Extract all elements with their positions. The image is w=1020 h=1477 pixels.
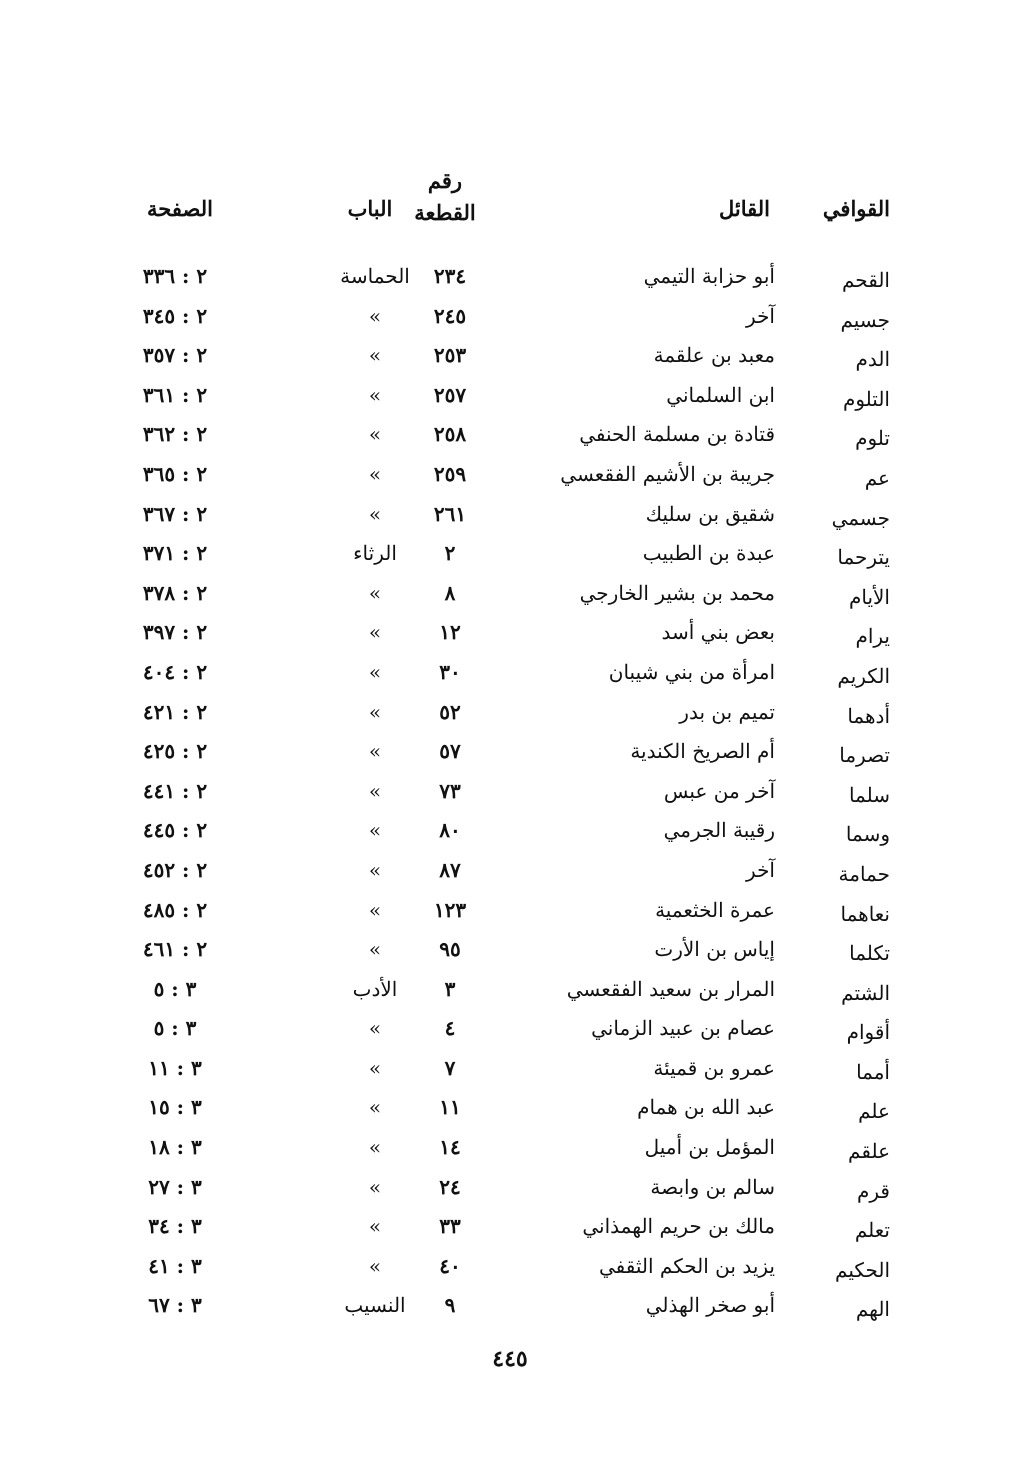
piece-number-cell: ٧٣ [439,778,461,803]
page-ref-cell: ٢ : ٣٣٦ [142,264,208,288]
rhyme-cell: الشتم [841,980,890,1005]
chapter-cell: الرثاء [353,541,397,566]
page-ref-cell: ٢ : ٣٦٧ [142,501,208,526]
rhyme-cell: الأيام [848,584,890,609]
page-ref-cell: ٣ : ١١ [148,1055,202,1080]
chapter-cell: » [368,501,382,526]
chapter-cell: » [368,1253,382,1278]
rhyme-cell: القحم [842,268,890,292]
poet-cell: قتادة بن مسلمة الحنفي [579,422,775,447]
page-ref-cell: ٢ : ٤٠٤ [142,659,208,684]
page-ref-cell: ٣ : ١٥ [148,1095,202,1120]
page-ref-cell: ٢ : ٤٦١ [142,937,208,962]
rhyme-cell: تصرما [839,743,890,768]
table-row [0,339,1020,379]
page-ref-cell: ٢ : ٣٩٧ [142,620,208,645]
rhyme-cell: أمما [856,1059,890,1084]
poet-cell: سالم بن وابصة [650,1174,775,1199]
piece-number-cell: ٢٥٩ [433,461,467,486]
piece-number-cell: ٤ [444,1016,456,1041]
chapter-cell: » [368,1095,382,1120]
piece-number-cell: ٢٥٣ [433,343,467,368]
table-row [0,1250,1020,1290]
piece-number-cell: ٧ [444,1055,456,1080]
header-raqm: رقم [427,168,463,193]
poet-cell: آخر من عبس [663,778,775,803]
poet-cell: عبد الله بن همام [637,1095,775,1120]
chapter-cell: » [368,818,382,843]
page-ref-cell: ٢ : ٣٧١ [142,541,208,566]
chapter-cell: » [368,739,382,764]
table-row [0,1210,1020,1250]
table-row [0,458,1020,498]
page-ref-cell: ٢ : ٤٤١ [142,778,208,803]
table-row [0,537,1020,577]
piece-number-cell: ٢٥٨ [433,422,467,447]
page-ref-cell: ٢ : ٣٦٥ [142,461,208,486]
poet-cell: أبو صخر الهذلي [645,1293,775,1318]
poet-cell: عصام بن عبيد الزماني [591,1016,775,1041]
page-ref-cell: ٢ : ٣٤٥ [142,303,208,328]
chapter-cell: » [368,1055,382,1080]
piece-number-cell: ٣٣ [439,1214,461,1239]
page-ref-cell: ٢ : ٤٤٥ [142,818,208,843]
table-row [0,735,1020,775]
table-row [0,696,1020,736]
poet-cell: جريبة بن الأشيم الفقعسي [560,461,775,486]
piece-number-cell: ١٤ [439,1135,461,1160]
piece-number-cell: ٩٥ [439,937,461,962]
rhyme-cell: الهم [855,1297,890,1322]
rhyme-cell: تلوم [855,426,890,451]
piece-number-cell: ٨٠ [439,818,461,843]
rhyme-cell: أدهما [847,703,890,728]
table-row [0,814,1020,854]
poet-cell: تميم بن بدر [679,699,775,724]
table-row [0,1171,1020,1211]
piece-number-cell: ٢٥٧ [433,382,467,407]
chapter-cell: » [368,303,382,328]
poet-cell: أم الصريخ الكندية [630,739,775,764]
poet-cell: مالك بن حريم الهمذاني [582,1214,775,1239]
page-ref-cell: ٣ : ٥ [153,976,197,1001]
page-ref-cell: ٣ : ٦٧ [148,1293,202,1318]
table-row [0,894,1020,934]
chapter-cell: » [368,1016,382,1041]
table-row [0,1012,1020,1052]
rhyme-cell: جسيم [840,307,890,332]
chapter-cell: » [368,897,382,922]
chapter-cell: » [368,461,382,486]
header-qail: القائل [718,196,770,221]
piece-number-cell: ٢٤٥ [433,303,467,328]
rhyme-cell: حمامة [838,861,890,886]
page-ref-cell: ٣ : ٤١ [148,1253,202,1278]
rhyme-cell: الحكيم [835,1257,890,1282]
chapter-cell: النسيب [344,1293,406,1318]
table-row [0,775,1020,815]
table-row [0,616,1020,656]
piece-number-cell: ١٢٣ [433,897,467,922]
table-row [0,933,1020,973]
poet-cell: محمد بن بشير الخارجي [579,580,775,605]
page-number: ٤٤٥ [492,1346,528,1372]
rhyme-cell: أقوام [846,1020,890,1045]
table-row [0,1052,1020,1092]
table-row [0,656,1020,696]
table-row [0,260,1020,300]
page-ref-cell: ٢ : ٣٧٨ [142,580,208,605]
poet-cell: بعض بني أسد [661,620,775,645]
rhyme-cell: يترحما [837,545,890,570]
poet-cell: رقيبة الجرمي [663,818,775,843]
table-row [0,1131,1020,1171]
table-row [0,577,1020,617]
rhyme-cell: علقم [848,1139,890,1164]
piece-number-cell: ١٢ [439,620,461,645]
piece-number-cell: ٢ [444,541,456,566]
page-ref-cell: ٢ : ٣٥٧ [142,343,208,368]
poet-cell: إياس بن الأرت [654,937,775,962]
header-qita: القطعة [414,200,476,225]
header-qawafi: القوافي [822,196,890,221]
table-row [0,854,1020,894]
rhyme-cell: تعلم [854,1218,890,1243]
table-row [0,973,1020,1013]
poet-cell: أبو حزابة التيمي [643,264,775,288]
piece-number-cell: ٢٣٤ [433,264,467,288]
poet-cell: عمرة الخثعمية [655,897,775,922]
piece-number-cell: ٣ [444,976,456,1001]
chapter-cell: » [368,857,382,882]
rhyme-cell: الكريم [837,663,890,688]
rhyme-cell: يرام [855,624,890,649]
rhyme-cell: التلوم [842,386,890,411]
rhyme-cell: علم [858,1099,890,1124]
piece-number-cell: ٤٠ [439,1253,461,1278]
chapter-cell: » [368,1214,382,1239]
chapter-cell: » [368,937,382,962]
chapter-cell: » [368,343,382,368]
poet-cell: آخر [746,857,775,882]
chapter-cell: » [368,422,382,447]
page-ref-cell: ٢ : ٣٦١ [142,382,208,407]
page-ref-cell: ٣ : ١٨ [148,1135,202,1160]
page-ref-cell: ٣ : ٣٤ [148,1214,202,1239]
piece-number-cell: ٥٢ [439,699,461,724]
header-bab: الباب [347,196,393,221]
table-row [0,498,1020,538]
page-ref-cell: ٢ : ٤٨٥ [142,897,208,922]
chapter-cell: » [368,620,382,645]
poet-cell: المرار بن سعيد الفقعسي [566,976,775,1001]
piece-number-cell: ٩ [444,1293,456,1318]
chapter-cell: الحماسة [340,264,410,288]
table-row [0,1289,1020,1329]
chapter-cell: » [368,580,382,605]
table-row [0,418,1020,458]
piece-number-cell: ٨ [444,580,456,605]
poet-cell: يزيد بن الحكم الثقفي [598,1253,775,1278]
chapter-cell: » [368,1174,382,1199]
poet-cell: معبد بن علقمة [653,343,775,368]
rhyme-cell: قرم [857,1178,890,1203]
poet-cell: شقيق بن سليك [645,501,775,526]
rhyme-cell: الدم [855,347,890,372]
poet-cell: امرأة من بني شيبان [608,659,775,684]
chapter-cell: » [368,778,382,803]
header-safha: الصفحة [147,196,213,221]
rhyme-cell: جسمي [831,505,890,530]
poet-cell: آخر [746,303,775,328]
table-row [0,1091,1020,1131]
piece-number-cell: ١١ [439,1095,461,1120]
rhyme-cell: سلما [848,782,890,807]
piece-number-cell: ٢٦١ [433,501,467,526]
rhyme-cell: وسما [845,822,890,847]
chapter-cell: » [368,1135,382,1160]
page-ref-cell: ٢ : ٤٢١ [142,699,208,724]
table-row [0,300,1020,340]
chapter-cell: الأدب [352,976,398,1001]
chapter-cell: » [368,699,382,724]
page-ref-cell: ٢ : ٣٦٢ [142,422,208,447]
piece-number-cell: ٨٧ [439,857,461,882]
page-ref-cell: ٣ : ٢٧ [148,1174,202,1199]
piece-number-cell: ٢٤ [439,1174,461,1199]
poet-cell: ابن السلماني [666,382,775,407]
chapter-cell: » [368,659,382,684]
poet-cell: المؤمل بن أميل [644,1135,775,1160]
poet-cell: عبدة بن الطبيب [642,541,775,566]
index-table [0,260,1020,1329]
rhyme-cell: نعاهما [840,901,890,926]
page-ref-cell: ٢ : ٤٥٢ [142,857,208,882]
rhyme-cell: تكلما [849,941,890,966]
page-ref-cell: ٣ : ٥ [153,1016,197,1041]
piece-number-cell: ٥٧ [439,739,461,764]
page-ref-cell: ٢ : ٤٢٥ [142,739,208,764]
chapter-cell: » [368,382,382,407]
poet-cell: عمرو بن قميئة [653,1055,775,1080]
rhyme-cell: عم [864,465,890,490]
table-row [0,379,1020,419]
piece-number-cell: ٣٠ [439,659,461,684]
